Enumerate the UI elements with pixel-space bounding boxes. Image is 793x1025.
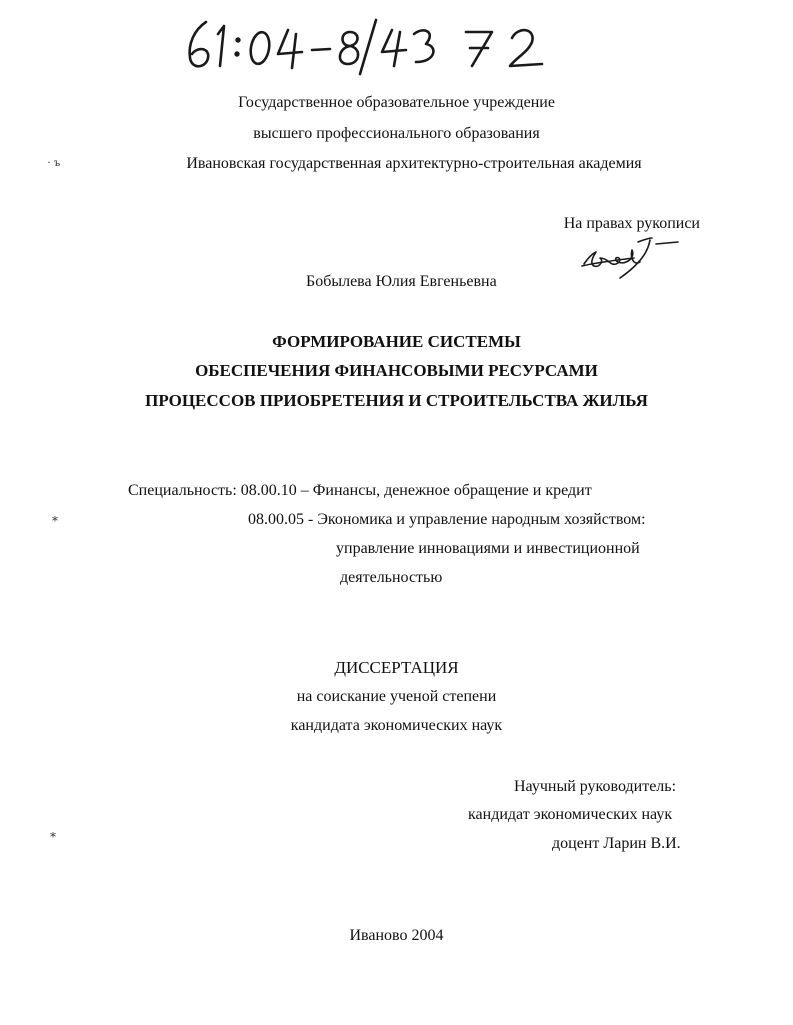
institution-line-3: Ивановская государственная архитектурно-строительная академия [186, 155, 642, 172]
title-line-1: ФОРМИРОВАНИЕ СИСТЕМЫ [272, 332, 521, 351]
author-name: Бобылева Юлия Евгеньевна [306, 273, 497, 290]
specialty-line-4: деятельностью [340, 569, 443, 586]
advisor-name: доцент Ларин В.И. [552, 835, 681, 852]
specialty-line-1: Специальность: 08.00.10 – Финансы, денежное обращение и кредит [128, 482, 592, 499]
dissertation-heading: ДИССЕРТАЦИЯ [334, 658, 459, 677]
advisor-label: Научный руководитель: [514, 778, 677, 795]
title-line-2: ОБЕСПЕЧЕНИЯ ФИНАНСОВЫМИ РЕСУРСАМИ [195, 361, 598, 380]
city-year: Иваново 2004 [349, 927, 444, 944]
institution-line-2: высшего профессионального образования [253, 125, 540, 142]
scan-speck: · ъ [47, 155, 61, 169]
title-line-3: ПРОЦЕССОВ ПРИОБРЕТЕНИЯ И СТРОИТЕЛЬСТВА ЖИЛЬЯ [145, 391, 648, 410]
advisor-degree: кандидат экономических наук [468, 806, 673, 823]
manuscript-note: На правах рукописи [563, 215, 700, 232]
signature [578, 228, 688, 280]
handwritten-archive-code [180, 14, 570, 76]
degree-line-1: на соискание ученой степени [296, 688, 497, 705]
degree-line-2: кандидата экономических наук [290, 717, 503, 734]
scan-speck: ⁎ [50, 826, 56, 840]
specialty-line-3: управление инновациями и инвестиционной [336, 540, 640, 557]
specialty-line-2: 08.00.05 - Экономика и управление народным хозяйством: [248, 511, 646, 528]
scan-speck: ⁎ [52, 510, 58, 524]
institution-line-1: Государственное образовательное учреждение [238, 94, 555, 111]
